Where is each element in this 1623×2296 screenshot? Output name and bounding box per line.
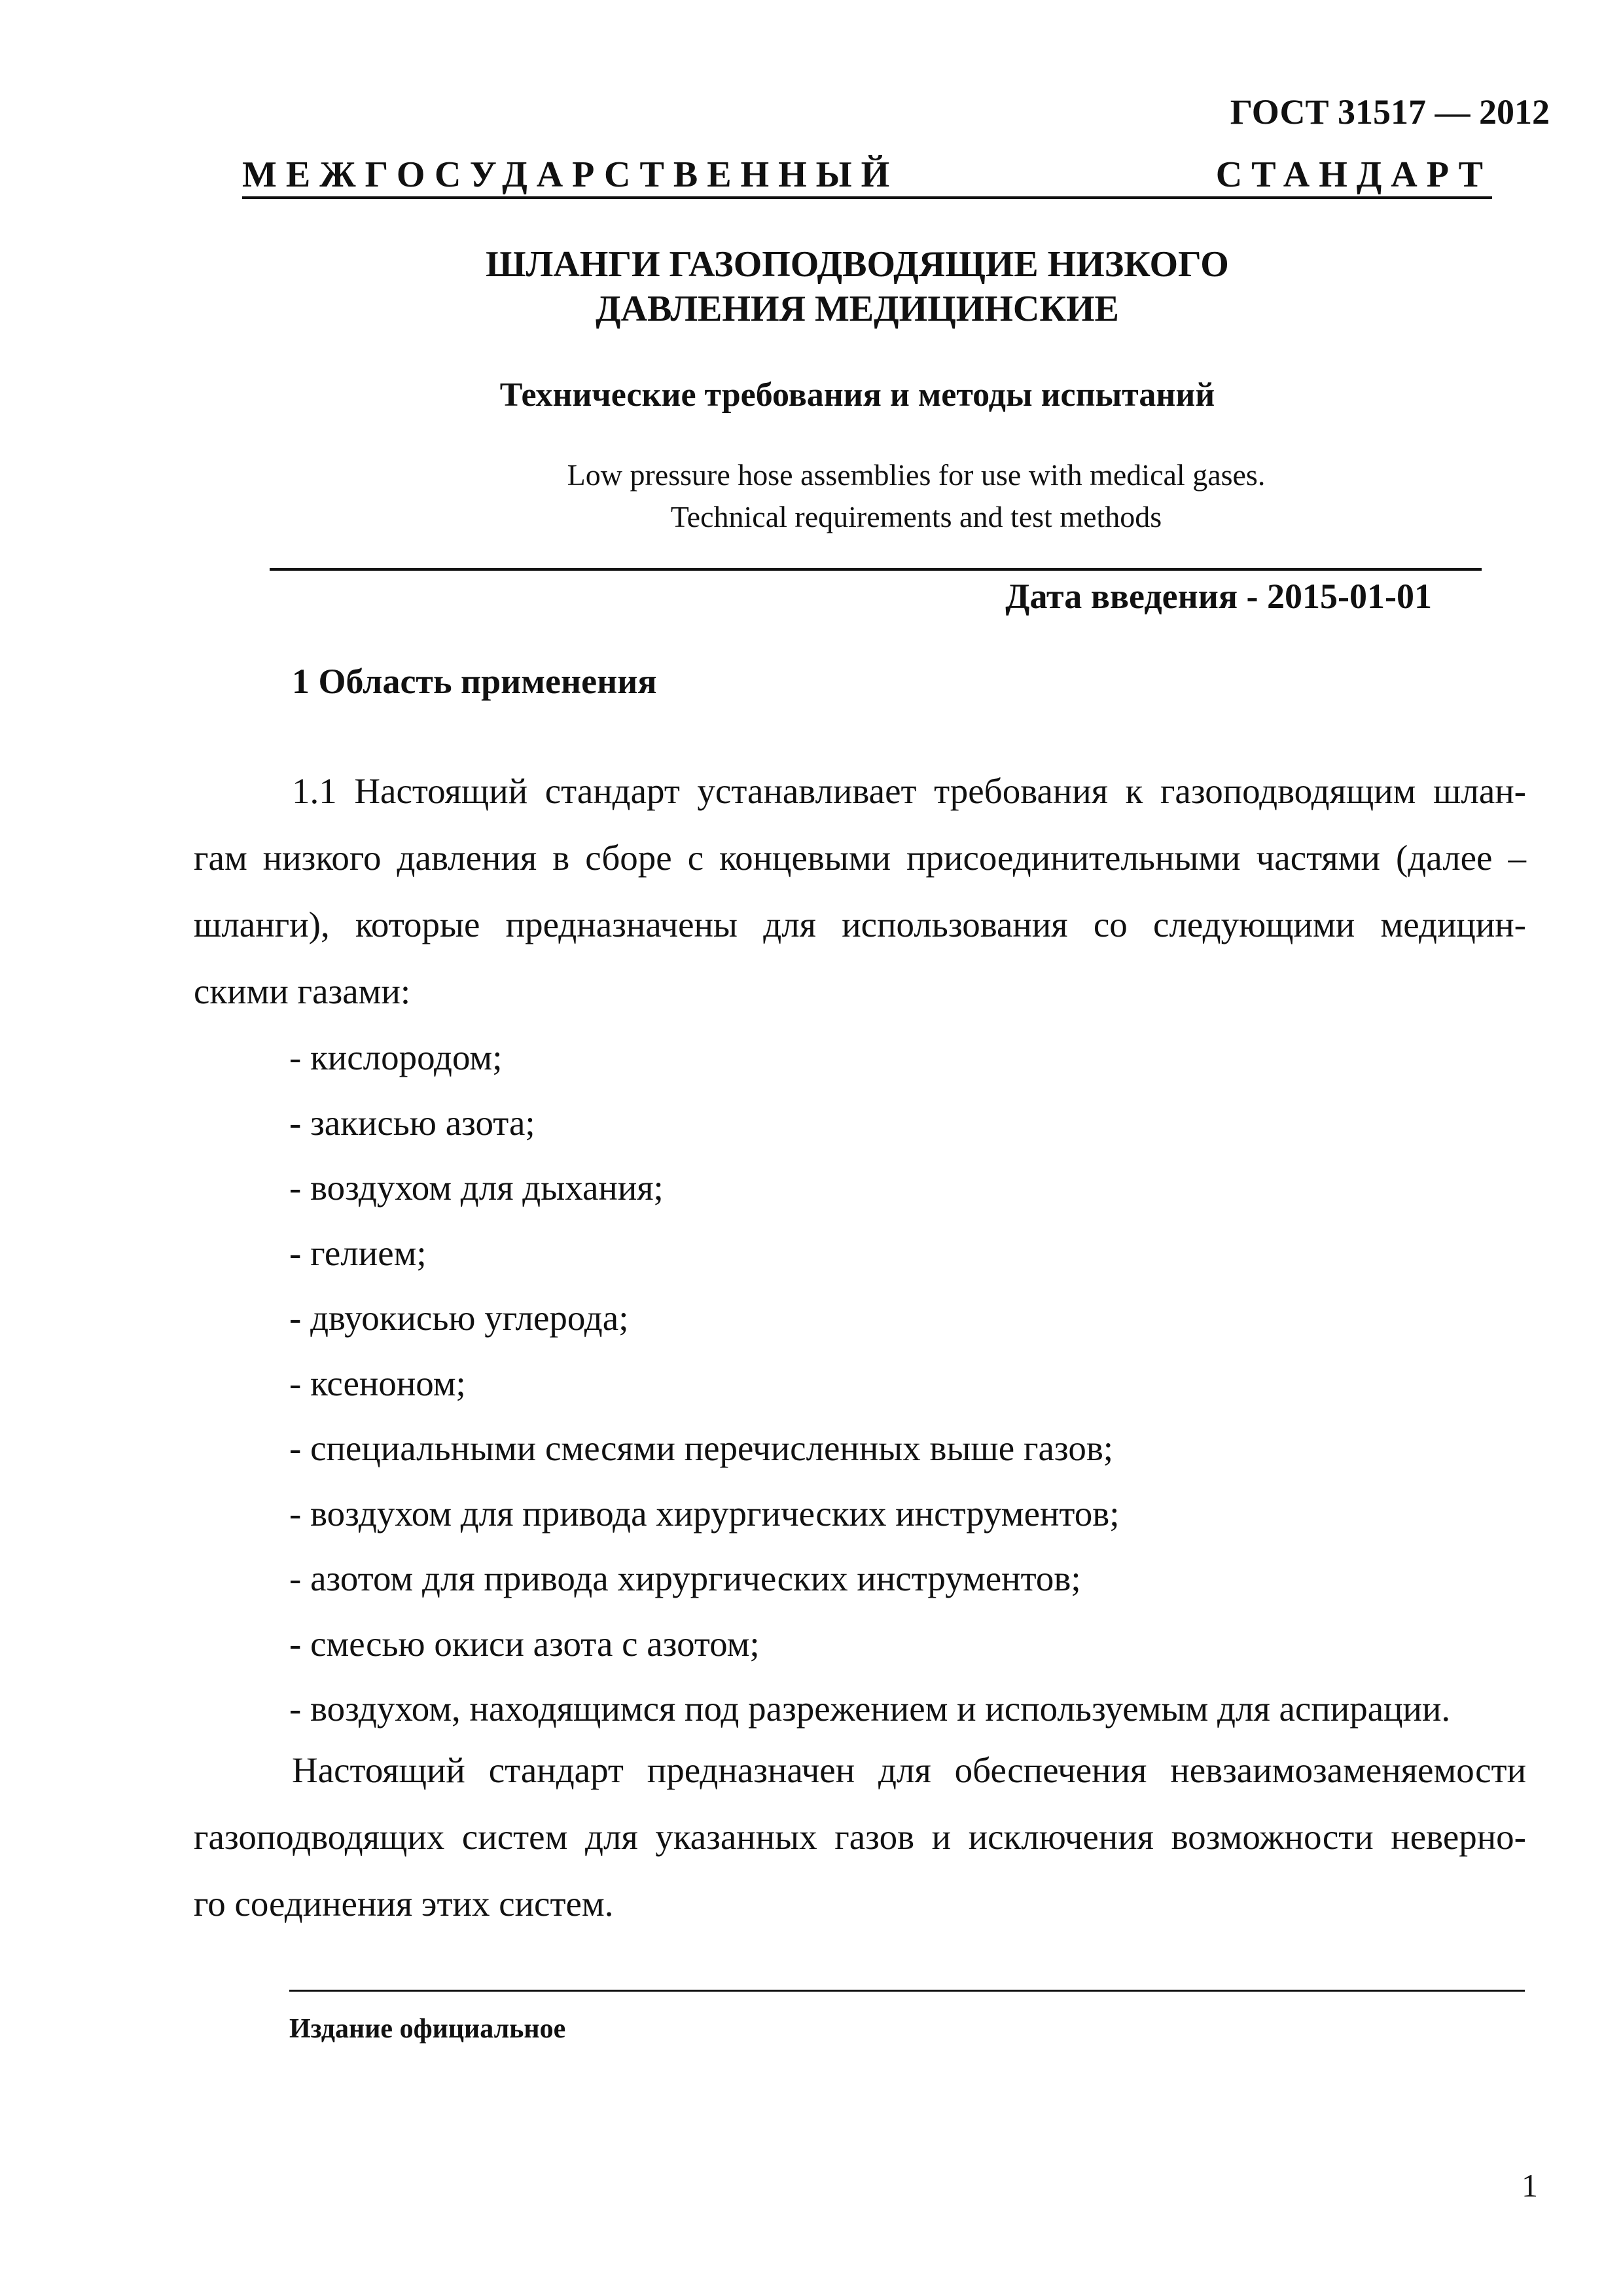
- edition-note: Издание официальное: [289, 2014, 566, 2044]
- document-title: [0, 242, 1623, 331]
- paragraph-line: скими газами:: [194, 971, 411, 1011]
- title-divider: [270, 568, 1482, 571]
- list-item: - воздухом, находящимся под разрежением и используемым для аспирации.: [289, 1689, 1451, 1729]
- english-title-line-1: Low pressure hose assemblies for use with medical gases.: [567, 458, 1266, 492]
- paragraph-line: газоподводящих систем для указанных газов и исключения возможности неверно-: [194, 1817, 1526, 1857]
- purpose-paragraph: [194, 1737, 1526, 1937]
- list-item: - двуокисью углерода;: [289, 1298, 629, 1338]
- english-title: [0, 454, 1623, 538]
- gas-list: [289, 1025, 1450, 1742]
- list-item: - гелием;: [289, 1232, 427, 1273]
- title-line-1: ШЛАНГИ ГАЗОПОДВОДЯЩИЕ НИЗКОГО: [486, 244, 1229, 285]
- paragraph-line: гам низкого давления в сборе с концевыми присоединительными частями (далее –: [194, 838, 1526, 878]
- list-item: - воздухом для привода хирургических инструментов;: [289, 1493, 1120, 1534]
- list-item: - ксеноном;: [289, 1363, 466, 1403]
- title-line-2: ДАВЛЕНИЯ МЕДИЦИНСКИЕ: [596, 289, 1119, 329]
- paragraph-line: Настоящий стандарт предназначен для обеспечения невзаимозаменяемости: [292, 1750, 1526, 1790]
- list-item: - закисью азота;: [289, 1102, 535, 1143]
- paragraph-line: шланги), которые предназначены для использования со следующими медицин-: [194, 905, 1526, 944]
- footnote-divider: [289, 1990, 1525, 1992]
- paragraph-line: 1.1 Настоящий стандарт устанавливает требования к газоподводящим шлан-: [292, 771, 1526, 811]
- list-item: - специальными смесями перечисленных выше газов;: [289, 1428, 1114, 1468]
- list-item: - воздухом для дыхания;: [289, 1168, 664, 1208]
- page-number: 1: [1522, 2167, 1538, 2204]
- list-item: - азотом для привода хирургических инструментов;: [289, 1558, 1081, 1598]
- list-item: - смесью окиси азота с азотом;: [289, 1623, 760, 1664]
- section-heading: 1 Область применения: [292, 662, 657, 701]
- interstate-standard-banner: МЕЖГОСУДАРСТВЕННЫЙ СТАНДАРТ: [242, 154, 1492, 199]
- introduction-date: Дата введения - 2015-01-01: [1005, 577, 1432, 616]
- document-subtitle: Технические требования и методы испытаний: [499, 376, 1215, 414]
- document-code: ГОСТ 31517 — 2012: [1230, 92, 1550, 132]
- list-item: - кислородом;: [289, 1037, 503, 1077]
- scope-paragraph: [194, 758, 1526, 1025]
- paragraph-line: го соединения этих систем.: [194, 1884, 614, 1924]
- english-title-line-2: Technical requirements and test methods: [670, 500, 1162, 533]
